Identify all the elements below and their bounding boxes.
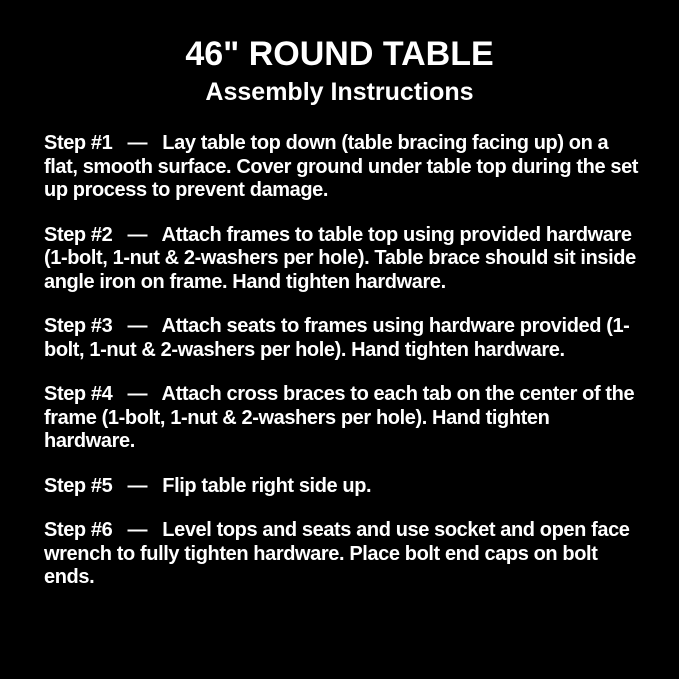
page-title: 46" ROUND TABLE [185,35,494,73]
step-4-dash: — [127,383,148,405]
page-subtitle: Assembly Instructions [205,78,474,106]
step-1-dash: — [127,132,148,154]
step-6 [44,519,644,590]
step-5-dash: — [127,474,148,497]
step-1 [44,132,644,203]
step-4-text: Attach cross braces to each tab on the center of the frame (1-bolt, 1-nut & 2-washers per hole). Hand tighten hardware. [44,383,635,452]
step-6-text: Level tops and seats and use socket and open face wrench to fully tighten hardware. Place bolt end caps on bolt ends. [44,519,630,588]
step-3-label: Step #3 [44,315,113,337]
step-2-dash: — [127,223,148,246]
step-2-label: Step #2 [44,223,113,246]
step-1-label: Step #1 [44,132,113,154]
step-5-label: Step #5 [44,474,113,497]
step-6-dash: — [127,519,148,541]
step-3-text: Attach seats to frames using hardware provided (1-bolt, 1-nut & 2-washers per hole). Hand tighten hardware. [44,315,630,361]
step-1-text: Lay table top down (table bracing facing up) on a flat, smooth surface. Cover ground under table top during the set up process to prevent damage. [44,132,639,201]
step-4 [44,383,644,454]
header [0,34,679,107]
steps-list [0,132,679,590]
step-2-text: Attach frames to table top using provided hardware (1-bolt, 1-nut & 2-washers per hole). Table brace should sit inside angle iron on frame. Hand tighten hardware. [44,223,636,293]
step-4-label: Step #4 [44,383,113,405]
step-5-text: Flip table right side up. [162,474,372,497]
step-5 [44,475,644,499]
step-3-dash: — [127,315,148,337]
step-2 [44,224,644,295]
step-6-label: Step #6 [44,519,113,541]
step-3 [44,315,644,362]
